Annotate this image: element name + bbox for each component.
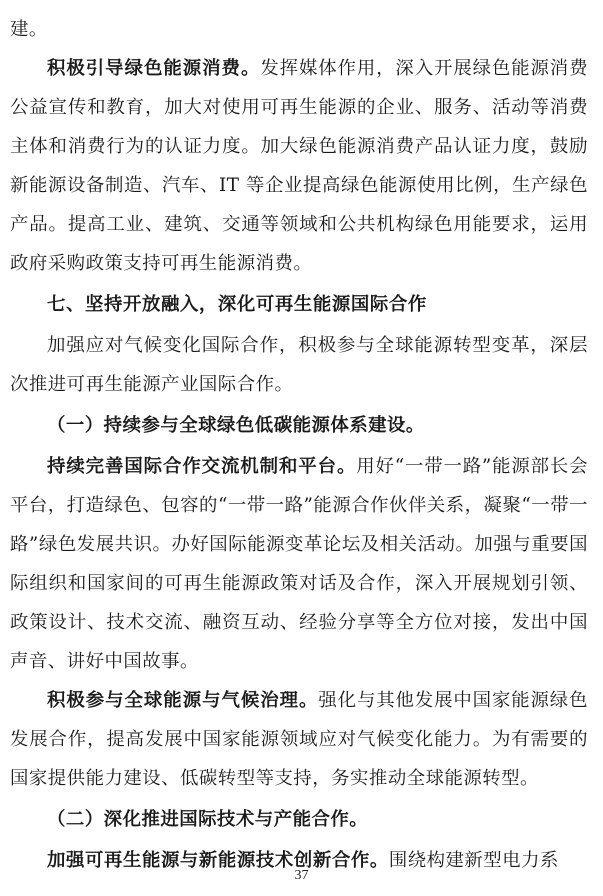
paragraph-lead: 积极参与全球能源与气候治理。 [47, 690, 319, 711]
paragraph-continuation: 建。 [10, 19, 48, 40]
paragraph-global-governance [10, 681, 588, 798]
paragraph-intro: 加强应对气候变化国际合作，积极参与全球能源转型变革，深层次推进可再生能源产业国际合作。 [10, 335, 588, 395]
paragraph-green-consumption [10, 49, 588, 283]
paragraph-lead: 积极引导绿色能源消费。 [47, 58, 261, 79]
paragraph-lead: 持续完善国际合作交流机制和平台。 [47, 456, 357, 477]
paragraph-text: 发挥媒体作用，深入开展绿色能源消费公益宣传和教育，加大对使用可再生能源的企业、服务、活动等消费主体和消费行为的认证力度。加大绿色能源消费产品认证力度，鼓励新能源设备制造、汽车、IT 等企业提高绿色能源使用比例，生产绿色产品。提高工业、建筑、交通等领域和公共机构绿色用能要求，运用政府采购政策支持可再生能源消费。 [10, 58, 588, 274]
section-heading: 七、坚持开放融入，深化可再生能源国际合作 [47, 294, 427, 315]
paragraph-lead: 加强可再生能源与新能源技术创新合作。 [47, 850, 389, 871]
page-number: 37 [294, 868, 309, 883]
paragraph-text: 强化与其他发展中国家能源绿色发展合作，提高发展中国家能源领域应对气候变化能力。为有需要的国家提供能力建设、低碳转型等支持，务实推动全球能源转型。 [10, 690, 588, 789]
paragraph-text: 用好“一带一路”能源部长会平台，打造绿色、包容的“一带一路”能源合作伙伴关系，凝聚“一带一路”绿色发展共识。办好国际能源变革论坛及相关活动。加强与重要国际组织和国家间的可再生能源政策对话及合作，深入开展规划引领、政策设计、技术交流、融资互动、经验分享等全方位对接，发出中国声音、讲好中国故事。 [10, 456, 588, 672]
paragraph-cooperation-platform [10, 447, 588, 681]
paragraph-text: 围绕构建新型电力系 [388, 850, 559, 871]
document-body [10, 10, 588, 880]
subsection-heading-2: （二）深化推进国际技术与产能合作。 [47, 809, 369, 830]
subsection-heading-1: （一）持续参与全球绿色低碳能源体系建设。 [47, 415, 425, 436]
